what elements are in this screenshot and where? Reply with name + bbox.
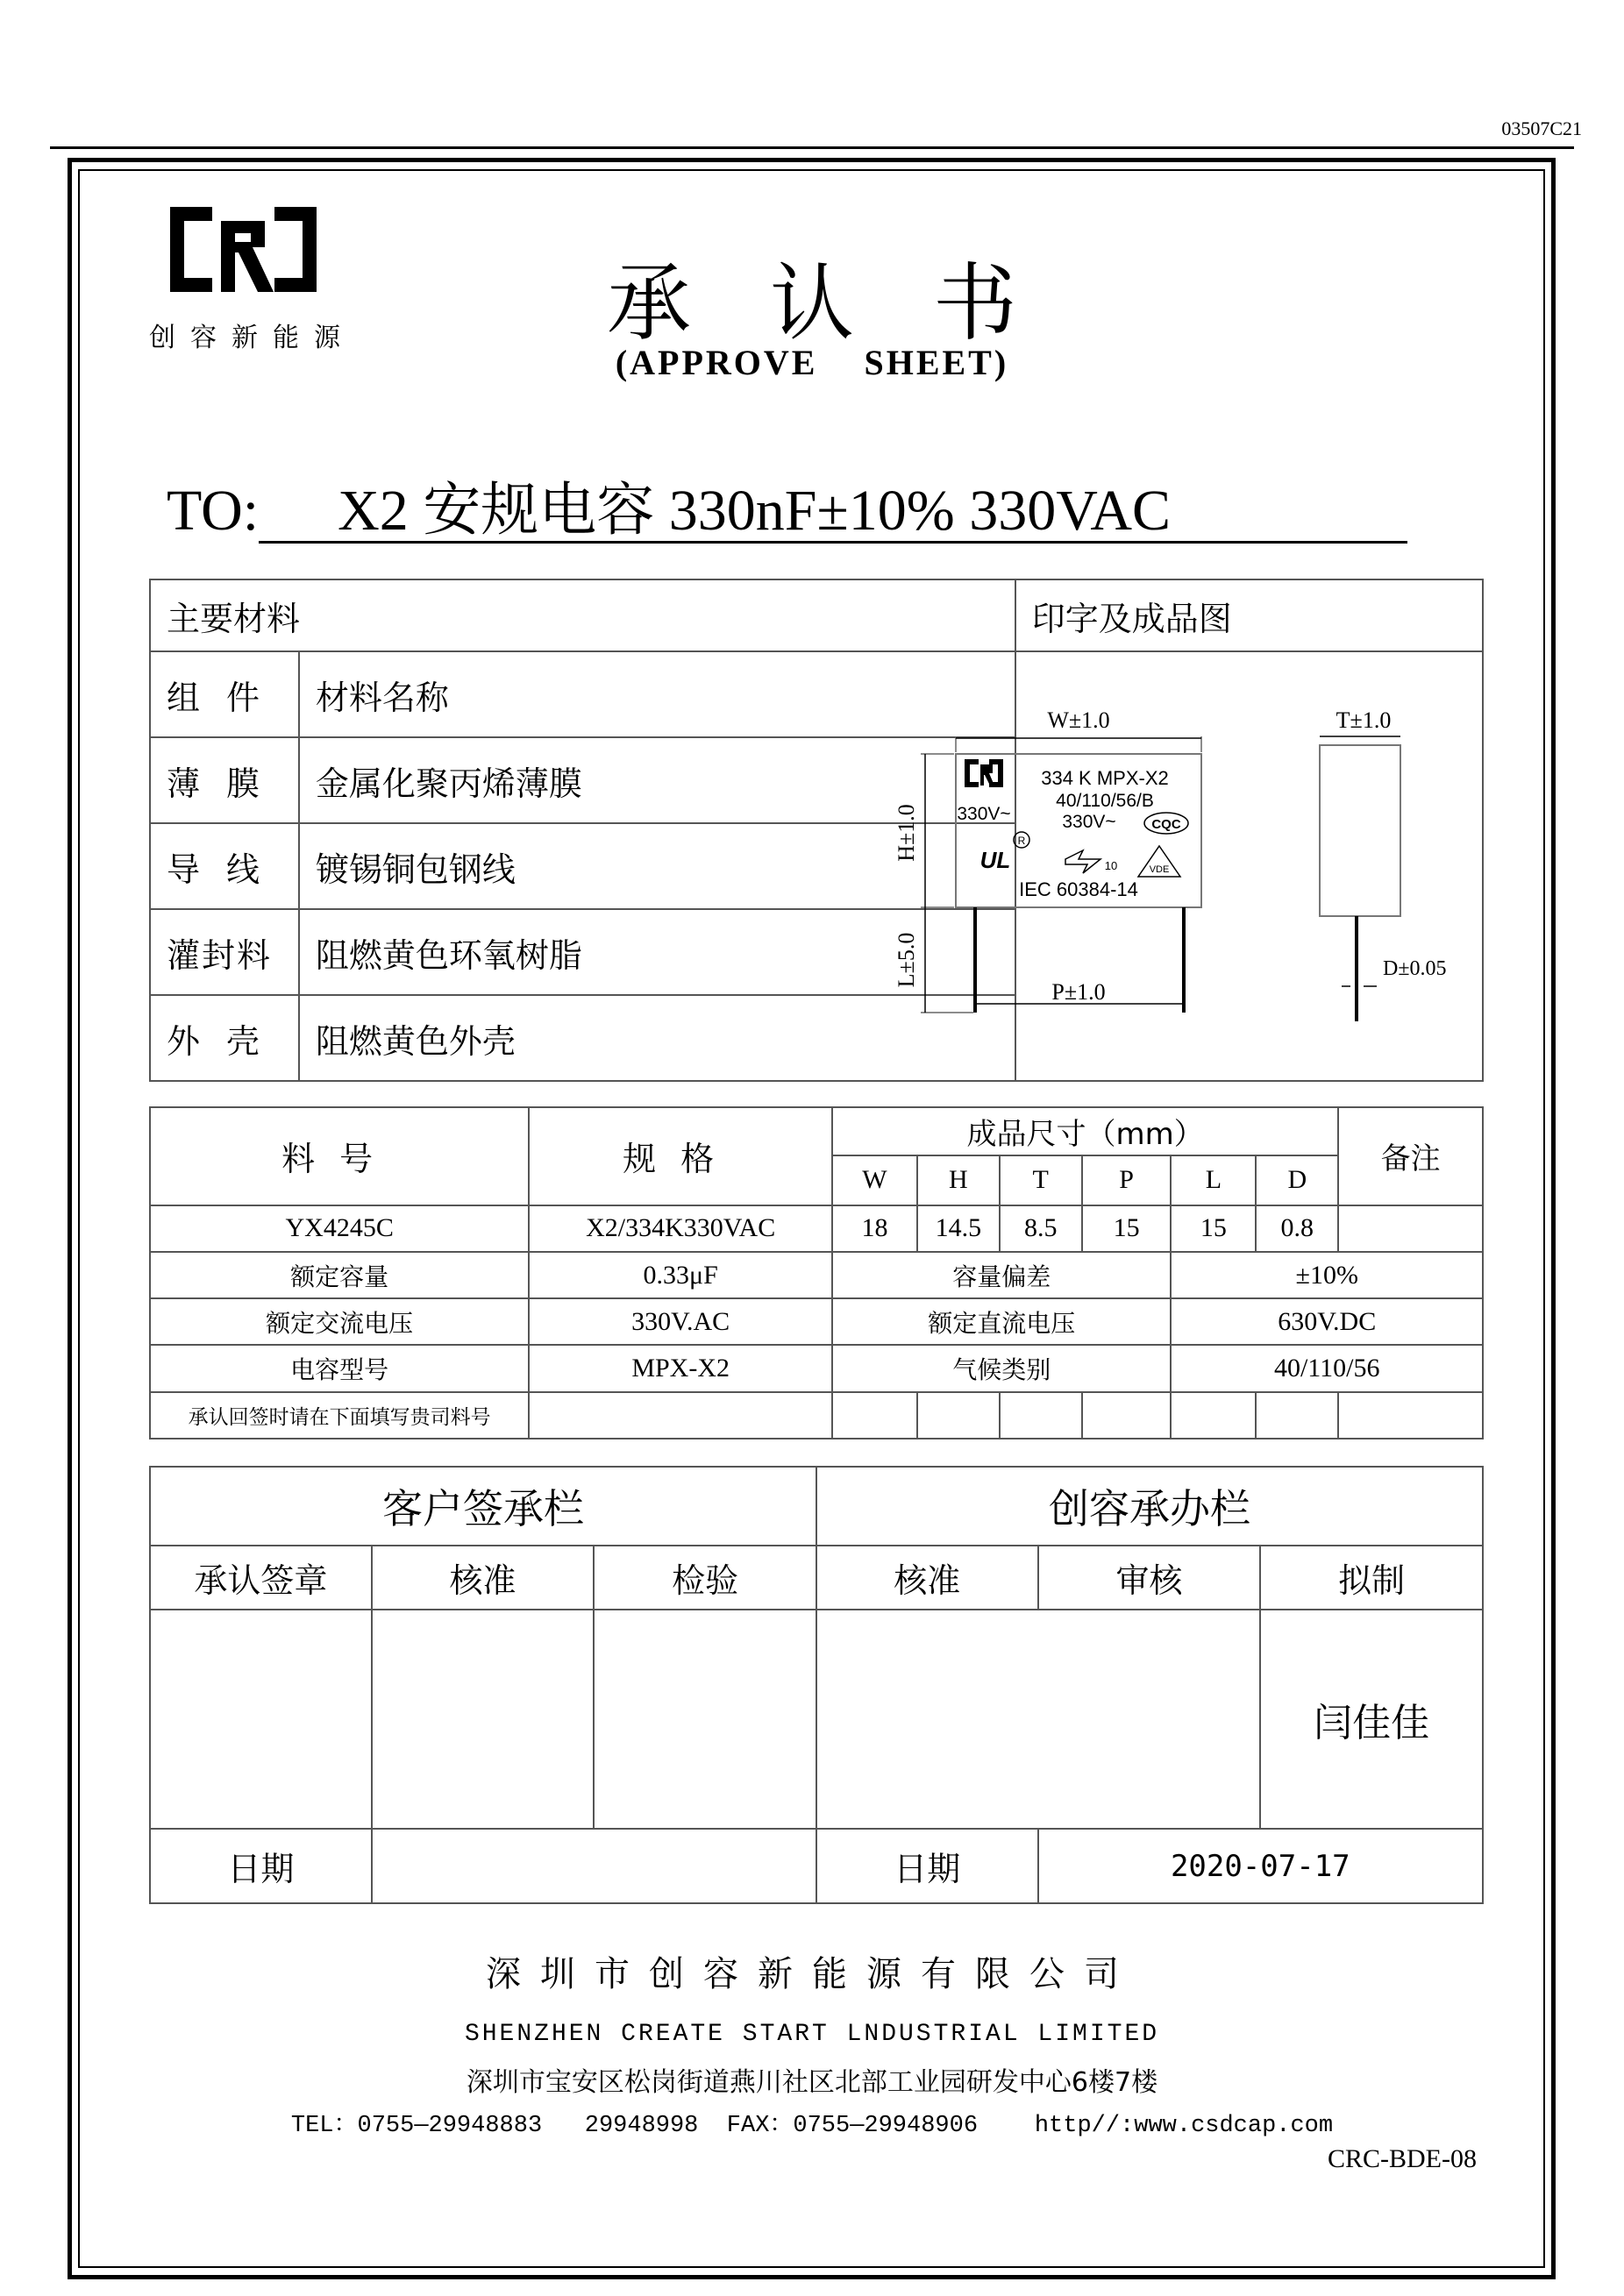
logo-company-name: 创容新能源 (149, 323, 355, 353)
form-number: CRC-BDE-08 (1327, 2144, 1477, 2173)
customer-part-field[interactable] (1082, 1392, 1172, 1439)
material-name: 金属化聚丙烯薄膜 (299, 737, 1015, 823)
drawing-header: 印字及成品图 (1015, 579, 1483, 651)
marking-line1: 334 K MPX-X2 (1041, 767, 1169, 789)
approve-field[interactable] (372, 1610, 595, 1829)
customer-part-field[interactable] (1338, 1392, 1483, 1439)
dim-t-value: 8.5 (1000, 1205, 1082, 1252)
dim-header-d: D (1256, 1155, 1338, 1205)
dim-l-label: L±5.0 (894, 932, 919, 988)
spec-label: 额定交流电压 (150, 1298, 529, 1345)
spec-label: 电容型号 (150, 1345, 529, 1391)
crc-section-header: 创容承办栏 (816, 1467, 1483, 1546)
marking-line4: 330V~ (1062, 812, 1116, 832)
col-header-review: 审核 (1038, 1546, 1261, 1610)
material-component: 导线 (150, 823, 299, 909)
dim-w-label: W±1.0 (1047, 707, 1110, 733)
dim-d-label: D±0.05 (1383, 957, 1447, 980)
customer-part-field[interactable] (1256, 1392, 1338, 1439)
inspect-field[interactable] (594, 1610, 816, 1829)
spec-label: 容量偏差 (832, 1252, 1171, 1298)
spec-value: MPX-X2 (529, 1345, 832, 1391)
registered-mark-icon: R (1017, 835, 1026, 847)
spec-value: 330V.AC (529, 1298, 832, 1345)
customer-part-note: 承认回签时请在下面填写贵司料号 (150, 1392, 529, 1439)
customer-part-field[interactable] (917, 1392, 1000, 1439)
material-name: 材料名称 (299, 651, 1015, 737)
dim-d-value: 0.8 (1256, 1205, 1338, 1252)
customer-part-field[interactable] (529, 1392, 832, 1439)
company-name-en: SHENZHEN CREATE START LNDUSTRIAL LIMITED (464, 2021, 1160, 2048)
dim-header-h: H (917, 1155, 1000, 1205)
dim-h-label: H±1.0 (894, 804, 919, 862)
dim-t-label: T±1.0 (1336, 707, 1392, 733)
spec-table (149, 1106, 1484, 1439)
to-value: X2 安规电容 330nF±10% 330VAC (259, 480, 1407, 544)
spec-value: X2/334K330VAC (529, 1205, 832, 1252)
header-remark: 备注 (1338, 1107, 1483, 1205)
to-line (167, 478, 1407, 544)
company-contact: TEL：0755—29948883 29948998 FAX：0755—29948906 http//:www.csdcap.com (290, 2113, 1334, 2139)
col-header-approve: 核准 (372, 1546, 595, 1610)
customer-part-field[interactable] (832, 1392, 917, 1439)
dim-w-value: 18 (832, 1205, 917, 1252)
spec-value: ±10% (1171, 1252, 1483, 1298)
header-part-no: 料号 (150, 1107, 529, 1205)
part-number: YX4245C (150, 1205, 529, 1252)
spec-value: 0.33μF (529, 1252, 832, 1298)
remark-value (1338, 1205, 1483, 1252)
spec-label: 额定直流电压 (832, 1298, 1171, 1345)
col-header-inspect: 检验 (594, 1546, 816, 1610)
material-component: 灌封料 (150, 909, 299, 995)
header-dimensions: 成品尺寸（mm） (832, 1107, 1338, 1155)
top-rule (50, 146, 1574, 149)
marking-iec: IEC 60384-14 (1019, 878, 1138, 900)
crc-date-label: 日期 (816, 1829, 1038, 1903)
page-subtitle: (APPROVE SHEET) (615, 343, 1009, 382)
dim-header-l: L (1171, 1155, 1256, 1205)
dim-l-value: 15 (1171, 1205, 1256, 1252)
cqc-mark-icon: CQC (1151, 817, 1181, 832)
dim-header-w: W (832, 1155, 917, 1205)
customer-part-field[interactable] (1171, 1392, 1256, 1439)
spec-value: 630V.DC (1171, 1298, 1483, 1345)
customer-part-field[interactable] (1000, 1392, 1082, 1439)
spec-label: 额定容量 (150, 1252, 529, 1298)
material-name: 镀锡铜包钢线 (299, 823, 1015, 909)
signature-table (149, 1466, 1484, 1904)
to-prefix: TO: (167, 479, 260, 543)
customer-date-label: 日期 (150, 1829, 372, 1903)
page-title: 承认书 (607, 254, 1096, 352)
header-spec: 规格 (529, 1107, 832, 1205)
crc-sign-field[interactable] (816, 1610, 1260, 1829)
spec-value: 40/110/56 (1171, 1345, 1483, 1391)
document-number: 03507C21 (1501, 117, 1582, 139)
dim-h-value: 14.5 (917, 1205, 1000, 1252)
col-header-approve-crc: 核准 (816, 1546, 1038, 1610)
col-header-approval-seal: 承认签章 (150, 1546, 372, 1610)
enec-mark-icon: 10 (1104, 859, 1118, 872)
approval-seal-field[interactable] (150, 1610, 372, 1829)
company-address: 深圳市宝安区松岗街道燕川社区北部工业园研发中心6楼7楼 (466, 2067, 1158, 2098)
dim-header-t: T (1000, 1155, 1082, 1205)
drafter-name: 闫佳佳 (1260, 1610, 1483, 1829)
crc-date-value: 2020-07-17 (1038, 1829, 1483, 1903)
capacitor-drawing (886, 701, 1473, 1034)
dim-p-label: P±1.0 (1051, 979, 1106, 1005)
ul-mark-icon: UL (979, 847, 1011, 873)
vde-mark-icon: VDE (1149, 864, 1170, 875)
material-component: 组件 (150, 651, 299, 737)
spec-label: 气候类别 (832, 1345, 1171, 1391)
customer-date-field[interactable] (372, 1829, 816, 1903)
marking-line2: 40/110/56/B (1056, 791, 1154, 811)
material-name: 阻燃黄色外壳 (299, 995, 1015, 1081)
col-header-draft: 拟制 (1260, 1546, 1483, 1610)
dim-header-p: P (1082, 1155, 1172, 1205)
customer-section-header: 客户签承栏 (150, 1467, 816, 1546)
marking-line3: 330V~ (957, 804, 1011, 824)
material-name: 阻燃黄色环氧树脂 (299, 909, 1015, 995)
company-name-cn: 深圳市创容新能源有限公司 (486, 1954, 1138, 1994)
material-component: 外壳 (150, 995, 299, 1081)
materials-header: 主要材料 (150, 579, 1015, 651)
material-component: 薄膜 (150, 737, 299, 823)
dim-p-value: 15 (1082, 1205, 1172, 1252)
